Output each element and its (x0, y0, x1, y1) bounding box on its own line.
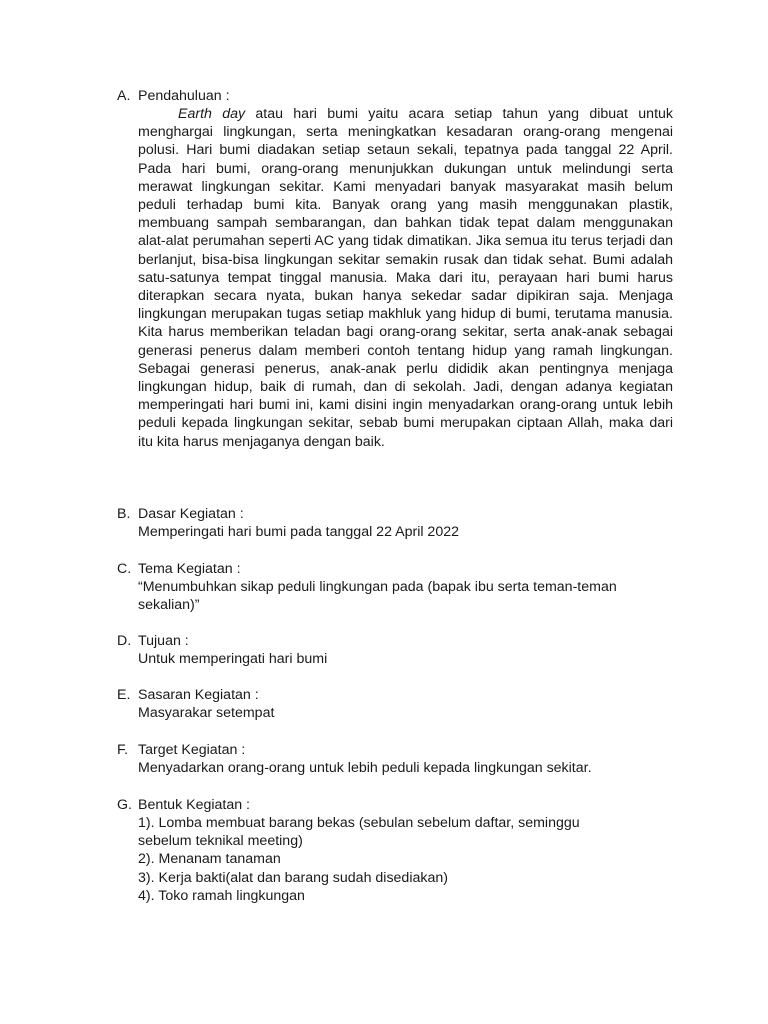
body-text: “Menumbuhkan sikap peduli lingkungan pada (bapak ibu serta teman-teman (138, 579, 617, 595)
section-dasar-kegiatan (117, 505, 677, 545)
section-body (138, 578, 673, 614)
section-letter: G. (117, 797, 132, 813)
section-body (138, 650, 673, 668)
section-letter: E. (117, 687, 131, 703)
list-item: 2). Menanam tanaman (138, 851, 281, 868)
body-text: Menyadarkan orang-orang untuk lebih peduli kepada lingkungan sekitar. (138, 760, 592, 776)
section-heading: Sasaran Kegiatan : (138, 687, 259, 703)
earth-day-term: Earth day (178, 106, 246, 122)
section-tujuan (117, 632, 677, 672)
section-body (138, 523, 673, 541)
body-text: Memperingati hari bumi pada tanggal 22 April 2022 (138, 524, 459, 540)
section-heading: Tema Kegiatan : (138, 561, 241, 577)
body-text: Masyarakar setempat (138, 705, 275, 721)
activity-list (138, 814, 673, 905)
section-heading: Bentuk Kegiatan : (138, 797, 251, 813)
section-target-kegiatan (117, 741, 677, 781)
section-heading: Target Kegiatan : (138, 742, 246, 758)
section-heading: Pendahuluan : (138, 88, 230, 104)
section-tema-kegiatan (117, 560, 677, 618)
section-letter: C. (117, 561, 132, 577)
section-bentuk-kegiatan (117, 796, 677, 911)
section-letter: B. (117, 506, 131, 522)
list-item: 3). Kerja bakti(alat dan barang sudah disediakan) (138, 869, 448, 886)
body-text: Untuk memperingati hari bumi (138, 651, 328, 667)
section-body (138, 704, 673, 722)
section-pendahuluan (117, 87, 677, 487)
paragraph-text: atau hari bumi yaitu acara setiap tahun yang dibuat untuk menghargai lingkungan, serta meningkatkan kesadaran orang-orang mengenai polusi. Hari bumi diadakan setiap setaun sekali, tepatnya pada tanggal 22 April. Pada hari bumi, orang-orang menunjukkan dukungan untuk melindungi serta merawat lingkungan sekitar. Kami menyadari banyak masyarakat masih belum peduli terhadap bumi kita. Banyak orang yang masih menggunakan plastik, membuang sampah sembarangan, dan bahkan tidak tepat dalam menggunakan alat-alat perumahan seperti AC yang tidak dimatikan. Jika semua itu terus terjadi dan berlanjut, bisa-bisa lingkungan sekitar semakin rusak dan tidak sehat. Bumi adalah satu-satunya tempat tinggal manusia. Maka dari itu, perayaan hari bumi harus diterapkan secara nyata, bukan hanya sekedar sadar dipikiran saja. Menjaga lingkungan merupakan tugas setiap makhluk yang hidup di bumi, terutama manusia. Kita harus memberikan teladan bagi orang-orang sekitar, serta anak-anak sebagai generasi penerus dalam memberi contoh tentang hidup yang ramah lingkungan. Sebagai generasi penerus, anak-anak perlu dididik akan pentingnya menjaga lingkungan hidup, baik di rumah, dan di sekolah. Jadi, dengan adanya kegiatan memperingati hari bumi ini, kami disini ingin menyadarkan orang-orang untuk lebih peduli kepada lingkungan sekitar, sebab bumi merupakan ciptaan Allah, maka dari itu kita harus menjaganya dengan baik. (138, 106, 674, 450)
section-heading: Dasar Kegiatan : (138, 506, 244, 522)
section-letter: F. (117, 742, 129, 758)
body-text: sekalian)” (138, 597, 200, 614)
section-heading: Tujuan : (138, 633, 189, 649)
section-body (138, 759, 673, 777)
section-paragraph (138, 105, 673, 451)
list-item: sebelum teknikal meeting) (138, 833, 303, 850)
section-letter: D. (117, 633, 132, 649)
section-sasaran-kegiatan (117, 686, 677, 726)
section-letter: A. (117, 88, 131, 104)
list-item: 4). Toko ramah lingkungan (138, 887, 305, 904)
list-item: 1). Lomba membuat barang bekas (sebulan sebelum daftar, seminggu (138, 815, 580, 831)
